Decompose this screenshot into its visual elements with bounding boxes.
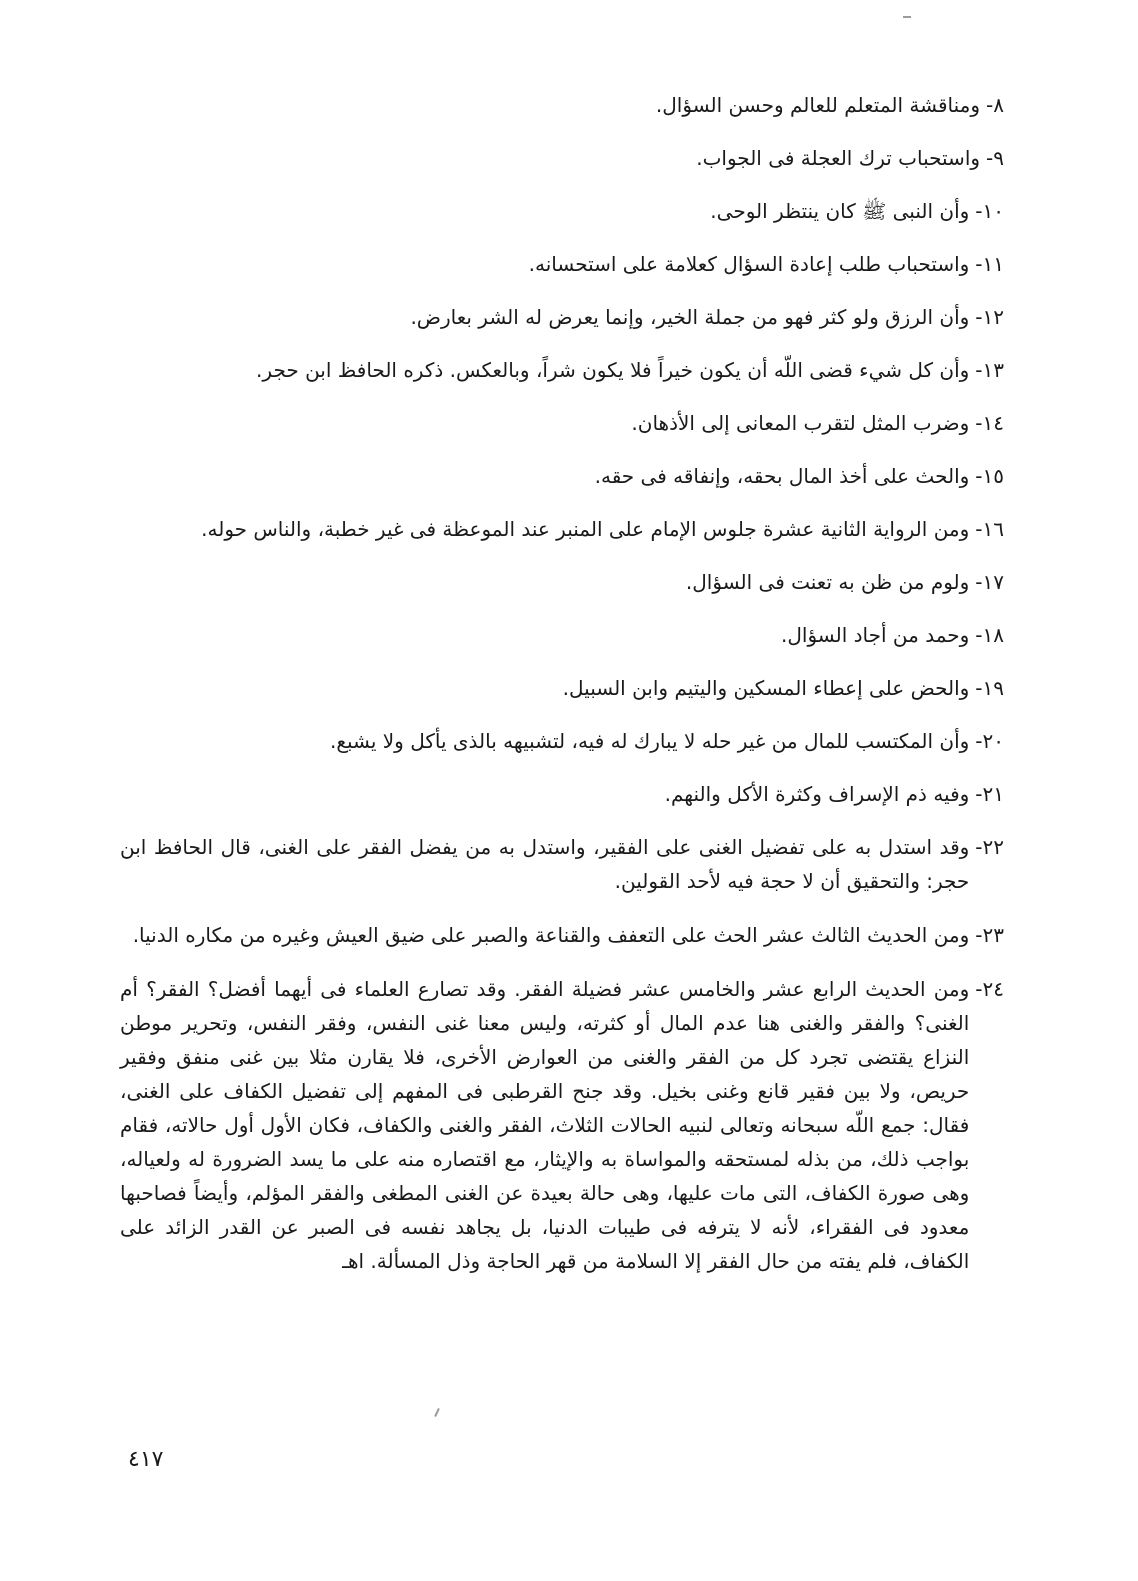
scan-speck [434,1408,440,1417]
list-item [120,918,1004,952]
list-item [120,194,1004,228]
item-text: والحث على أخذ المال بحقه، وإنفاقه فى حقه. [594,464,970,488]
item-text: وأن المكتسب للمال من غير حله لا يبارك له فيه، لتشبيهه بالذى يأكل ولا يشبع. [329,729,970,753]
item-number: ٢٠- [975,729,1004,753]
item-text: واستحباب طلب إعادة السؤال كعلامة على استحسانه. [528,252,970,276]
item-number: ٢٢- [975,835,1004,859]
item-text: وأن كل شيء قضى اللّه أن يكون خيراً فلا يكون شراً، وبالعكس. ذكره الحافظ ابن حجر. [256,358,970,382]
list-item [120,972,1004,1278]
item-text: وضرب المثل لتقرب المعانى إلى الأذهان. [631,411,970,435]
item-number: ١٢- [975,305,1004,329]
list-item [120,724,1004,758]
item-number: ١٥- [975,464,1004,488]
item-text: واستحباب ترك العجلة فى الجواب. [696,146,981,170]
item-text: وحمد من أجاد السؤال. [781,623,970,647]
item-number: ٩- [986,146,1004,170]
item-text: وأن الرزق ولو كثر فهو من جملة الخير، وإنما يعرض له الشر بعارض. [410,305,970,329]
item-text: والحض على إعطاء المسكين واليتيم وابن السبيل. [562,676,970,700]
item-number: ٢١- [975,782,1004,806]
item-number: ١٩- [975,676,1004,700]
list-item [120,406,1004,440]
item-number: ١٦- [975,517,1004,541]
item-number: ١٣- [975,358,1004,382]
numbered-list [120,88,1004,1298]
item-text: وفيه ذم الإسراف وكثرة الأكل والنهم. [664,782,970,806]
item-number: ١٠- [975,199,1004,223]
item-text: ومن الحديث الرابع عشر والخامس عشر فضيلة الفقر. وقد تصارع العلماء فى أيهما أفضل؟ الفقر؟ أم الغنى؟ والفقر والغنى هنا عدم المال أو كثرته، وليس معنا غنى النفس، وفقر النفس، وتحرير موطن النزاع يقتضى تجرد كل من الفقر والغنى من العوارض الأخرى، فلا يقارن مثلا بين غنى منفق وفقير حريص، ولا بين فقير قانع وغنى بخيل. وقد جنح القرطبى فى المفهم إلى تفضيل الكفاف على الغنى، فقال: جمع اللّه سبحانه وتعالى لنبيه الحالات الثلاث، الفقر والغنى والكفاف، فكان الأول أول حالاته، فقام بواجب ذلك، من بذله لمستحقه والمواساة به والإيثار، مع اقتصاره منه على ما يسد الضرورة له ولعياله، وهى صورة الكفاف، التى مات عليها، وهى حالة بعيدة عن الغنى المطغى والفقر المؤلم، وأيضاً فصاحبها معدود فى الفقراء، لأنه لا يترفه فى طيبات الدنيا، بل يجاهد نفسه فى الصبر عن القدر الزائد على الكفاف، فلم يفته من حال الفقر إلا السلامة من قهر الحاجة وذل المسألة. اهـ [120,977,970,1273]
item-text: وقد استدل به على تفضيل الغنى على الفقير، واستدل به من يفضل الفقر على الغنى، قال الحافظ ابن حجر: والتحقيق أن لا حجة فيه لأحد القولين. [120,835,970,893]
list-item [120,671,1004,705]
item-number: ٢٤- [975,977,1004,1001]
item-number: ٢٣- [975,923,1004,947]
scan-speck [903,16,911,18]
list-item [120,141,1004,175]
list-item [120,618,1004,652]
item-text: ومن الحديث الثالث عشر الحث على التعفف والقناعة والصبر على ضيق العيش وغيره من مكاره الدنيا. [132,923,970,947]
item-number: ١٨- [975,623,1004,647]
page-number: ٤١٧ [128,1447,164,1472]
item-number: ١٤- [975,411,1004,435]
item-number: ١١- [975,252,1004,276]
list-item [120,777,1004,811]
list-item [120,512,1004,546]
list-item [120,565,1004,599]
item-text: وأن النبى ﷺ كان ينتظر الوحى. [710,199,970,223]
list-item [120,353,1004,387]
list-item [120,830,1004,898]
item-number: ٨- [986,93,1004,117]
item-text: ومناقشة المتعلم للعالم وحسن السؤال. [655,93,981,117]
item-number: ١٧- [975,570,1004,594]
list-item [120,88,1004,122]
list-item [120,459,1004,493]
item-text: ومن الرواية الثانية عشرة جلوس الإمام على المنبر عند الموعظة فى غير خطبة، والناس حوله. [201,517,970,541]
list-item [120,300,1004,334]
item-text: ولوم من ظن به تعنت فى السؤال. [685,570,970,594]
list-item [120,247,1004,281]
